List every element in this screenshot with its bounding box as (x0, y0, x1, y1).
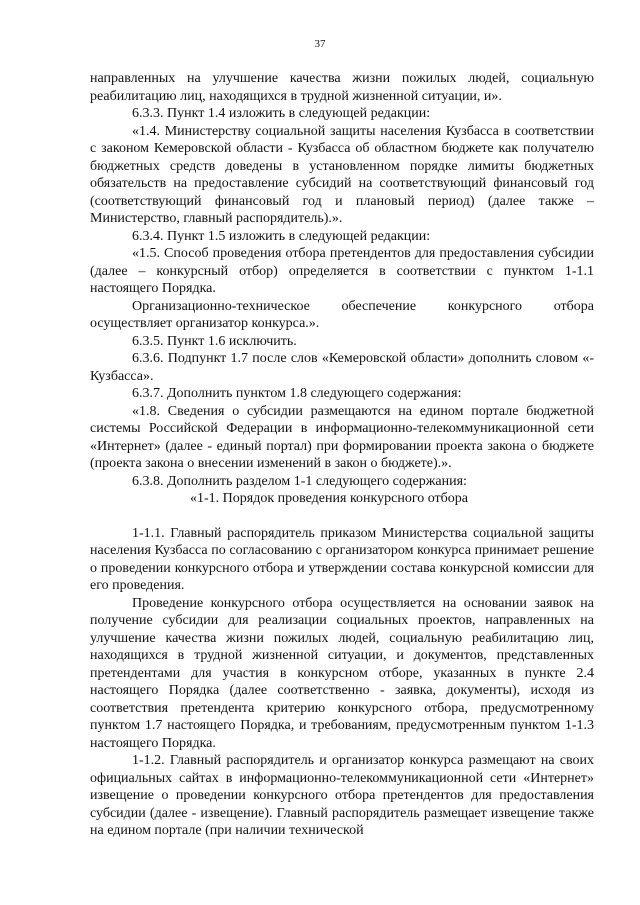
paragraph-6-3-3: 6.3.3. Пункт 1.4 изложить в следующей редакции: (132, 106, 431, 121)
page-number: 37 (314, 38, 326, 50)
paragraph-6-3-8: 6.3.8. Дополнить разделом 1-1 следующего содержания: (132, 473, 467, 489)
paragraph-org-support: Организационно-техническое обеспечение конкурсного отбора осуществляет организатор конкурса.». (90, 298, 594, 331)
paragraph-1-4: «1.4. Министерству социальной защиты населения Кузбасса в соответствии с законом Кемеровской области - Кузбасса об областном бюджете как получателю бюджетных средств доведены в установленном порядке лимиты бюджетных обязательств на предоставление субсидий на соответствующий финансовый год (соответствующий финансовый год и плановый период) (далее также – Министерство, главный распорядитель).». (90, 123, 594, 226)
paragraph-6-3-5: 6.3.5. Пункт 1.6 исключить. (132, 333, 297, 349)
document-body (90, 70, 594, 840)
paragraph-6-3-6: 6.3.6. Подпункт 1.7 после слов «Кемеровской области» дополнить словом «- Кузбасса». (90, 351, 594, 384)
paragraph-1-5: «1.5. Способ проведения отбора претендентов для предоставления субсидии (далее – конкурсный отбор) определяется в соответствии с пунктом 1-1.1 настоящего Порядка. (90, 246, 594, 296)
paragraph-1-8: «1.8. Сведения о субсидии размещаются на едином портале бюджетной системы Российской Федерации в информационно-телекоммуникационной сети «Интернет» (далее - единый портал) при формировании проекта закона о бюджете (проекта закона о внесении изменений в закон о бюджете).». (90, 403, 594, 471)
paragraph-1-1-2: 1-1.2. Главный распорядитель и организатор конкурса размещают на своих официальных сайтах в информационно-телекоммуникационной сети «Интернет» извещение о проведении конкурсного отбора претендентов для предоставления субсидии (далее - извещение). Главный распорядитель размещает извещение также на едином портале (при наличии технической (90, 753, 594, 838)
paragraph-selection-basis: Проведение конкурсного отбора осуществляется на основании заявок на получение субсидии для реализации социальных проектов, направленных на улучшение качества жизни пожилых людей, социальную реабилитацию лиц, находящихся в трудной жизненной ситуации, и документов, представленных претендентами для участия в конкурсном отборе, указанных в пункте 2.4 настоящего Порядка (далее соответственно - заявка, документы), исходя из соответствия претендента критерию конкурсного отбора, предусмотренному пунктом 1.7 настоящего Порядка, и требованиям, предусмотренным пунктом 1-1.3 настоящего Порядка. (90, 595, 594, 751)
paragraph-continuation: направленных на улучшение качества жизни пожилых людей, социальную реабилитацию лиц, находящихся в трудной жизненной ситуации, и». (90, 71, 594, 104)
paragraph-6-3-7: 6.3.7. Дополнить пунктом 1.8 следующего содержания: (132, 386, 462, 401)
paragraph-1-1-1: 1-1.1. Главный распорядитель приказом Министерства социальной защиты населения Кузбасса по согласованию с организатором конкурса принимает решение о проведении конкурсного отбора и утверждении состава конкурсной комиссии для его проведения. (90, 525, 594, 593)
section-spacer (90, 508, 594, 525)
section-heading: «1-1. Порядок проведения конкурсного отбора (190, 491, 469, 506)
paragraph-6-3-4: 6.3.4. Пункт 1.5 изложить в следующей редакции: (132, 228, 431, 244)
